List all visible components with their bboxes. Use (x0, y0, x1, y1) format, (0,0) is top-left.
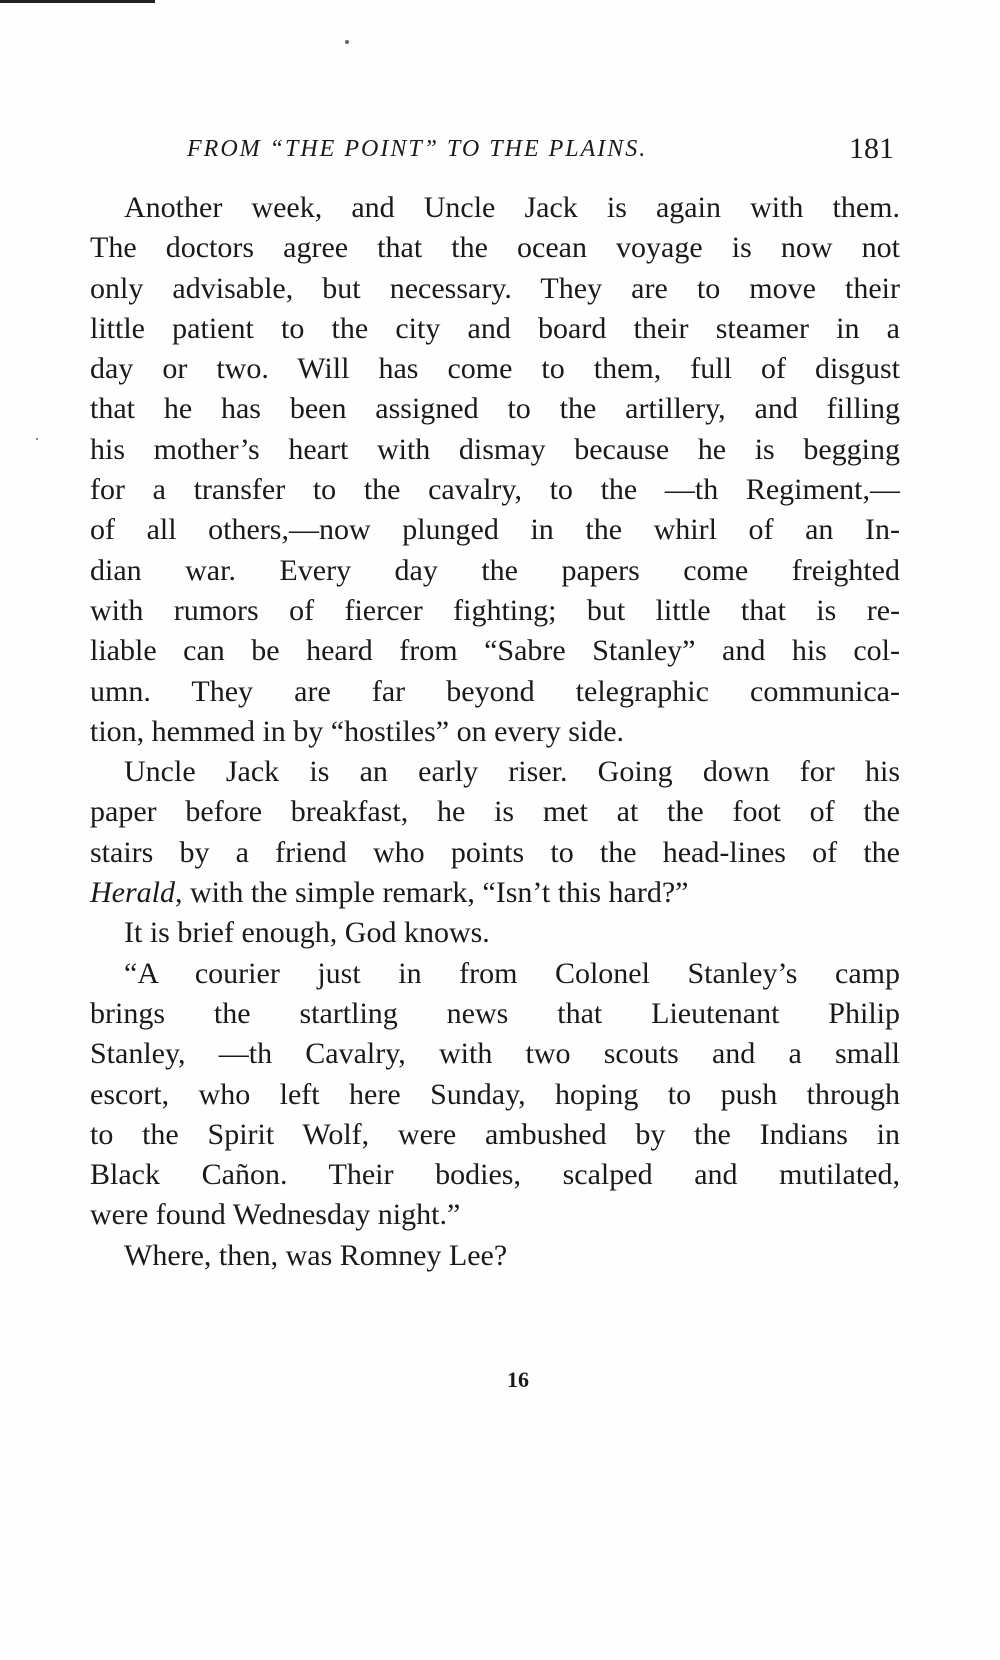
text-line: liable can be heard from “Sabre Stanley” and his col- (90, 634, 900, 668)
text-line: The doctors agree that the ocean voyage is now not (90, 231, 900, 265)
text-line: tion, hemmed in by “hostiles” on every side. (90, 714, 625, 748)
text-line: were found Wednesday night.” (90, 1198, 461, 1232)
text-line: stairs by a friend who points to the head-lines of the (90, 835, 900, 869)
text-line: It is brief enough, God knows. (124, 916, 490, 950)
page-number: 181 (849, 132, 894, 165)
text-line: escort, who left here Sunday, hoping to push through (90, 1077, 900, 1111)
text-line: of all others,—now plunged in the whirl of an In- (90, 513, 900, 547)
text-line: umn. They are far beyond telegraphic communica- (90, 674, 900, 708)
text-line: dian war. Every day the papers come freighted (90, 553, 900, 587)
text-line: for a transfer to the cavalry, to the —th Regiment,— (90, 473, 900, 507)
newspaper-title: Herald (90, 876, 175, 910)
text-line: that he has been assigned to the artillery, and filling (90, 392, 900, 426)
text-line: his mother’s heart with dismay because he is begging (90, 432, 900, 466)
text-line: “A courier just in from Colonel Stanley’s camp (124, 956, 900, 990)
text-line: brings the startling news that Lieutenant Philip (90, 996, 900, 1030)
paper-speck (345, 40, 349, 44)
body-text (90, 188, 900, 1276)
text-line: Uncle Jack is an early riser. Going down for his (124, 755, 900, 789)
text-line: day or two. Will has come to them, full of disgust (90, 352, 900, 386)
text-line: Where, then, was Romney Lee? (124, 1238, 508, 1272)
text-line: little patient to the city and board their steamer in a (90, 311, 900, 345)
text-line: with rumors of fiercer fighting; but little that is re- (90, 593, 900, 627)
text-line (90, 873, 900, 913)
text-line: Stanley, —th Cavalry, with two scouts and a small (90, 1037, 900, 1071)
text-fragment: , with the simple remark, “Isn’t this hard?” (175, 876, 689, 910)
top-edge-rule (0, 0, 155, 3)
text-line: paper before breakfast, he is met at the foot of the (90, 795, 900, 829)
running-title: FROM “THE POINT” TO THE PLAINS. (187, 136, 648, 162)
paper-speck (36, 438, 38, 440)
text-line: to the Spirit Wolf, were ambushed by the Indians in (90, 1117, 900, 1151)
signature-mark: 16 (507, 1367, 529, 1392)
running-head (90, 132, 900, 172)
text-line: only advisable, but necessary. They are to move their (90, 271, 900, 305)
text-line: Black Cañon. Their bodies, scalped and mutilated, (90, 1158, 900, 1192)
text-line: Another week, and Uncle Jack is again with them. (124, 191, 900, 224)
